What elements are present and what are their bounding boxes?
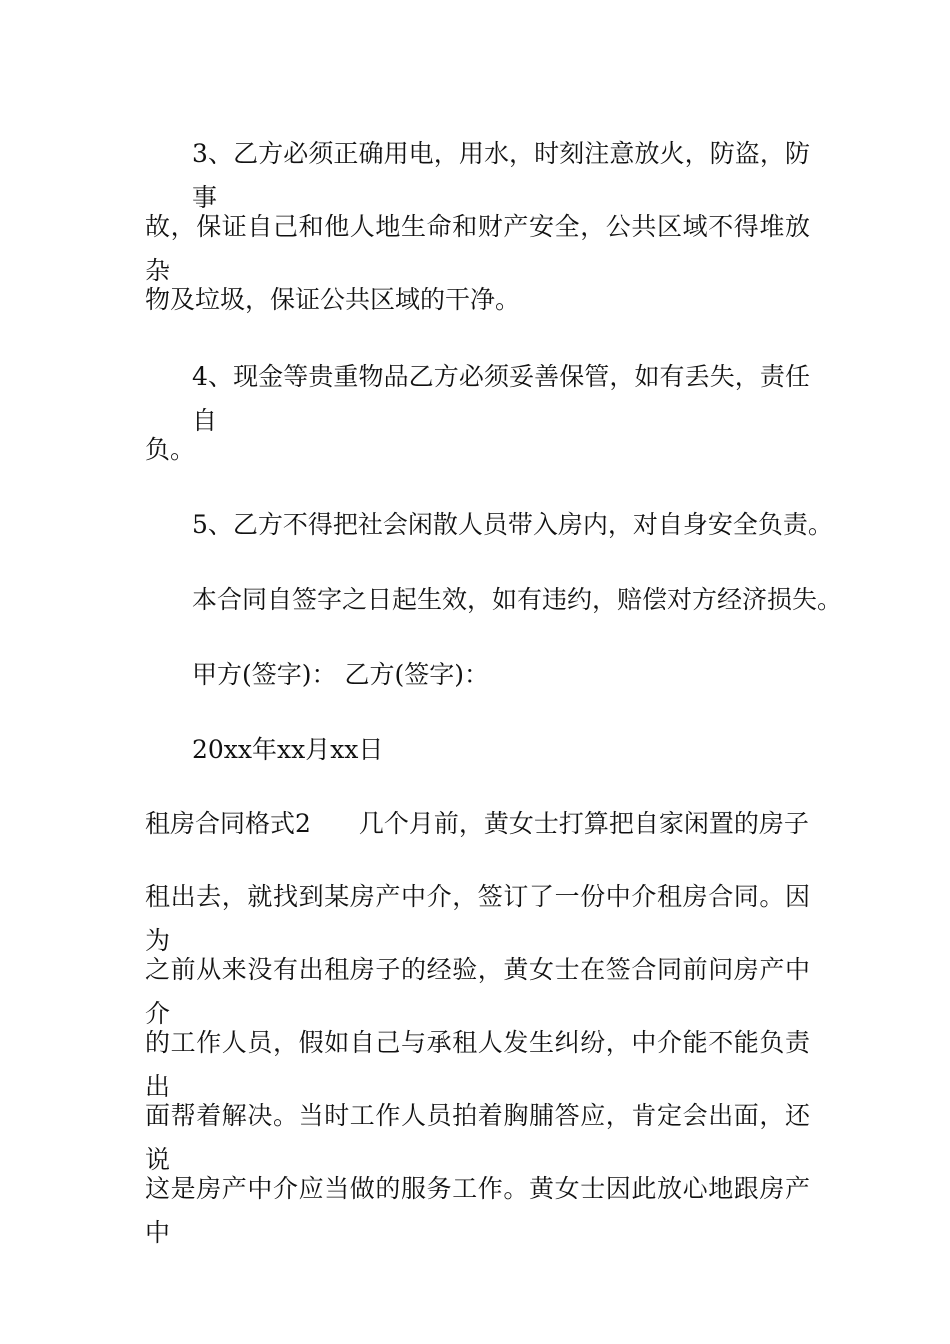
clause-4-line-2: 负。 bbox=[145, 435, 196, 464]
clause-5: 5、乙方不得把社会闲散人员带入房内，对自身安全负责。 bbox=[192, 510, 833, 539]
section-2-line-5: 面帮着解决。当时工作人员拍着胸脯答应，肯定会出面，还说 bbox=[145, 1101, 810, 1174]
section-2-first-line bbox=[145, 802, 810, 846]
section-2-heading: 租房合同格式2 bbox=[145, 809, 311, 838]
clause-3-line-2: 故，保证自己和他人地生命和财产安全，公共区域不得堆放杂 bbox=[145, 212, 810, 285]
signature-line: 甲方(签字)： 乙方(签字)： bbox=[192, 660, 489, 689]
section-2-line-3: 之前从来没有出租房子的经验，黄女士在签合同前问房产中介 bbox=[145, 955, 810, 1028]
section-2-line-6: 这是房产中介应当做的服务工作。黄女士因此放心地跟房产中 bbox=[145, 1174, 810, 1247]
clause-4-line-1: 4、现金等贵重物品乙方必须妥善保管，如有丢失，责任自 bbox=[192, 362, 810, 435]
section-2-first-text: 几个月前，黄女士打算把自家闲置的房子 bbox=[358, 809, 809, 838]
clause-3-line-1: 3、乙方必须正确用电，用水，时刻注意放火，防盗，防事 bbox=[192, 139, 810, 212]
effective-clause: 本合同自签字之日起生效，如有违约，赔偿对方经济损失。 bbox=[192, 585, 843, 614]
clause-3-line-3: 物及垃圾，保证公共区域的干净。 bbox=[145, 285, 521, 314]
date-line: 20xx年xx月xx日 bbox=[192, 735, 384, 764]
section-2-line-4: 的工作人员，假如自己与承租人发生纠纷，中介能不能负责出 bbox=[145, 1028, 810, 1101]
section-2-line-2: 租出去，就找到某房产中介，签订了一份中介租房合同。因为 bbox=[145, 882, 810, 955]
